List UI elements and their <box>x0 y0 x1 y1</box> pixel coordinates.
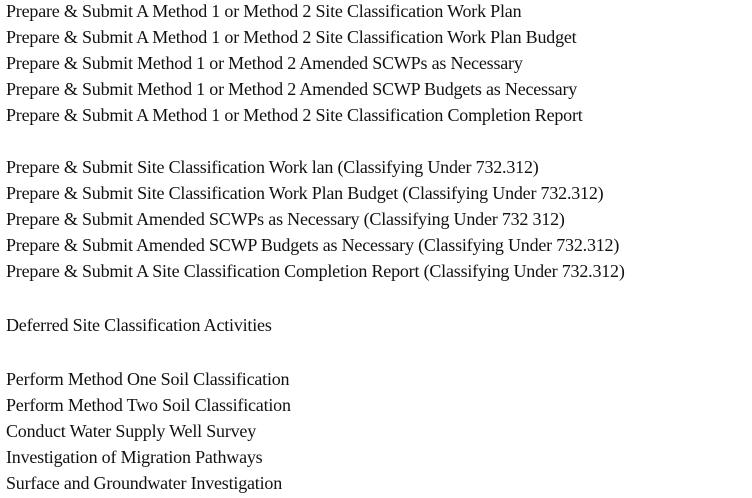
classifying-line-amended-scwp-budgets: Prepare & Submit Amended SCWP Budgets as Necessary (Classifying Under 732.312) <box>6 235 620 255</box>
classifying-line-amended-scwps: Prepare & Submit Amended SCWPs as Necessary (Classifying Under 732 312) <box>6 209 565 229</box>
activity-method-two-soil: Perform Method Two Soil Classification <box>6 395 291 415</box>
method-line-completion-report: Prepare & Submit A Method 1 or Method 2 Site Classification Completion Report <box>6 105 583 125</box>
activity-migration-pathways: Investigation of Migration Pathways <box>6 447 263 467</box>
activity-surface-groundwater: Surface and Groundwater Investigation <box>6 473 283 493</box>
method-line-work-plan: Prepare & Submit A Method 1 or Method 2 Site Classification Work Plan <box>6 1 522 21</box>
activity-method-one-soil: Perform Method One Soil Classification <box>6 369 290 389</box>
classifying-line-work-plan: Prepare & Submit Site Classification Work lan (Classifying Under 732.312) <box>6 157 539 177</box>
classifying-line-work-plan-budget: Prepare & Submit Site Classification Work Plan Budget (Classifying Under 732.312) <box>6 183 604 203</box>
classifying-line-completion-report: Prepare & Submit A Site Classification Completion Report (Classifying Under 732.312) <box>6 261 625 281</box>
method-line-amended-scwps: Prepare & Submit Method 1 or Method 2 Amended SCWPs as Necessary <box>6 53 523 73</box>
method-line-amended-scwp-budgets: Prepare & Submit Method 1 or Method 2 Amended SCWP Budgets as Necessary <box>6 79 578 99</box>
activity-water-supply-well-survey: Conduct Water Supply Well Survey <box>6 421 257 441</box>
deferred-activities-heading: Deferred Site Classification Activities <box>6 315 272 335</box>
method-line-work-plan-budget: Prepare & Submit A Method 1 or Method 2 Site Classification Work Plan Budget <box>6 27 577 47</box>
